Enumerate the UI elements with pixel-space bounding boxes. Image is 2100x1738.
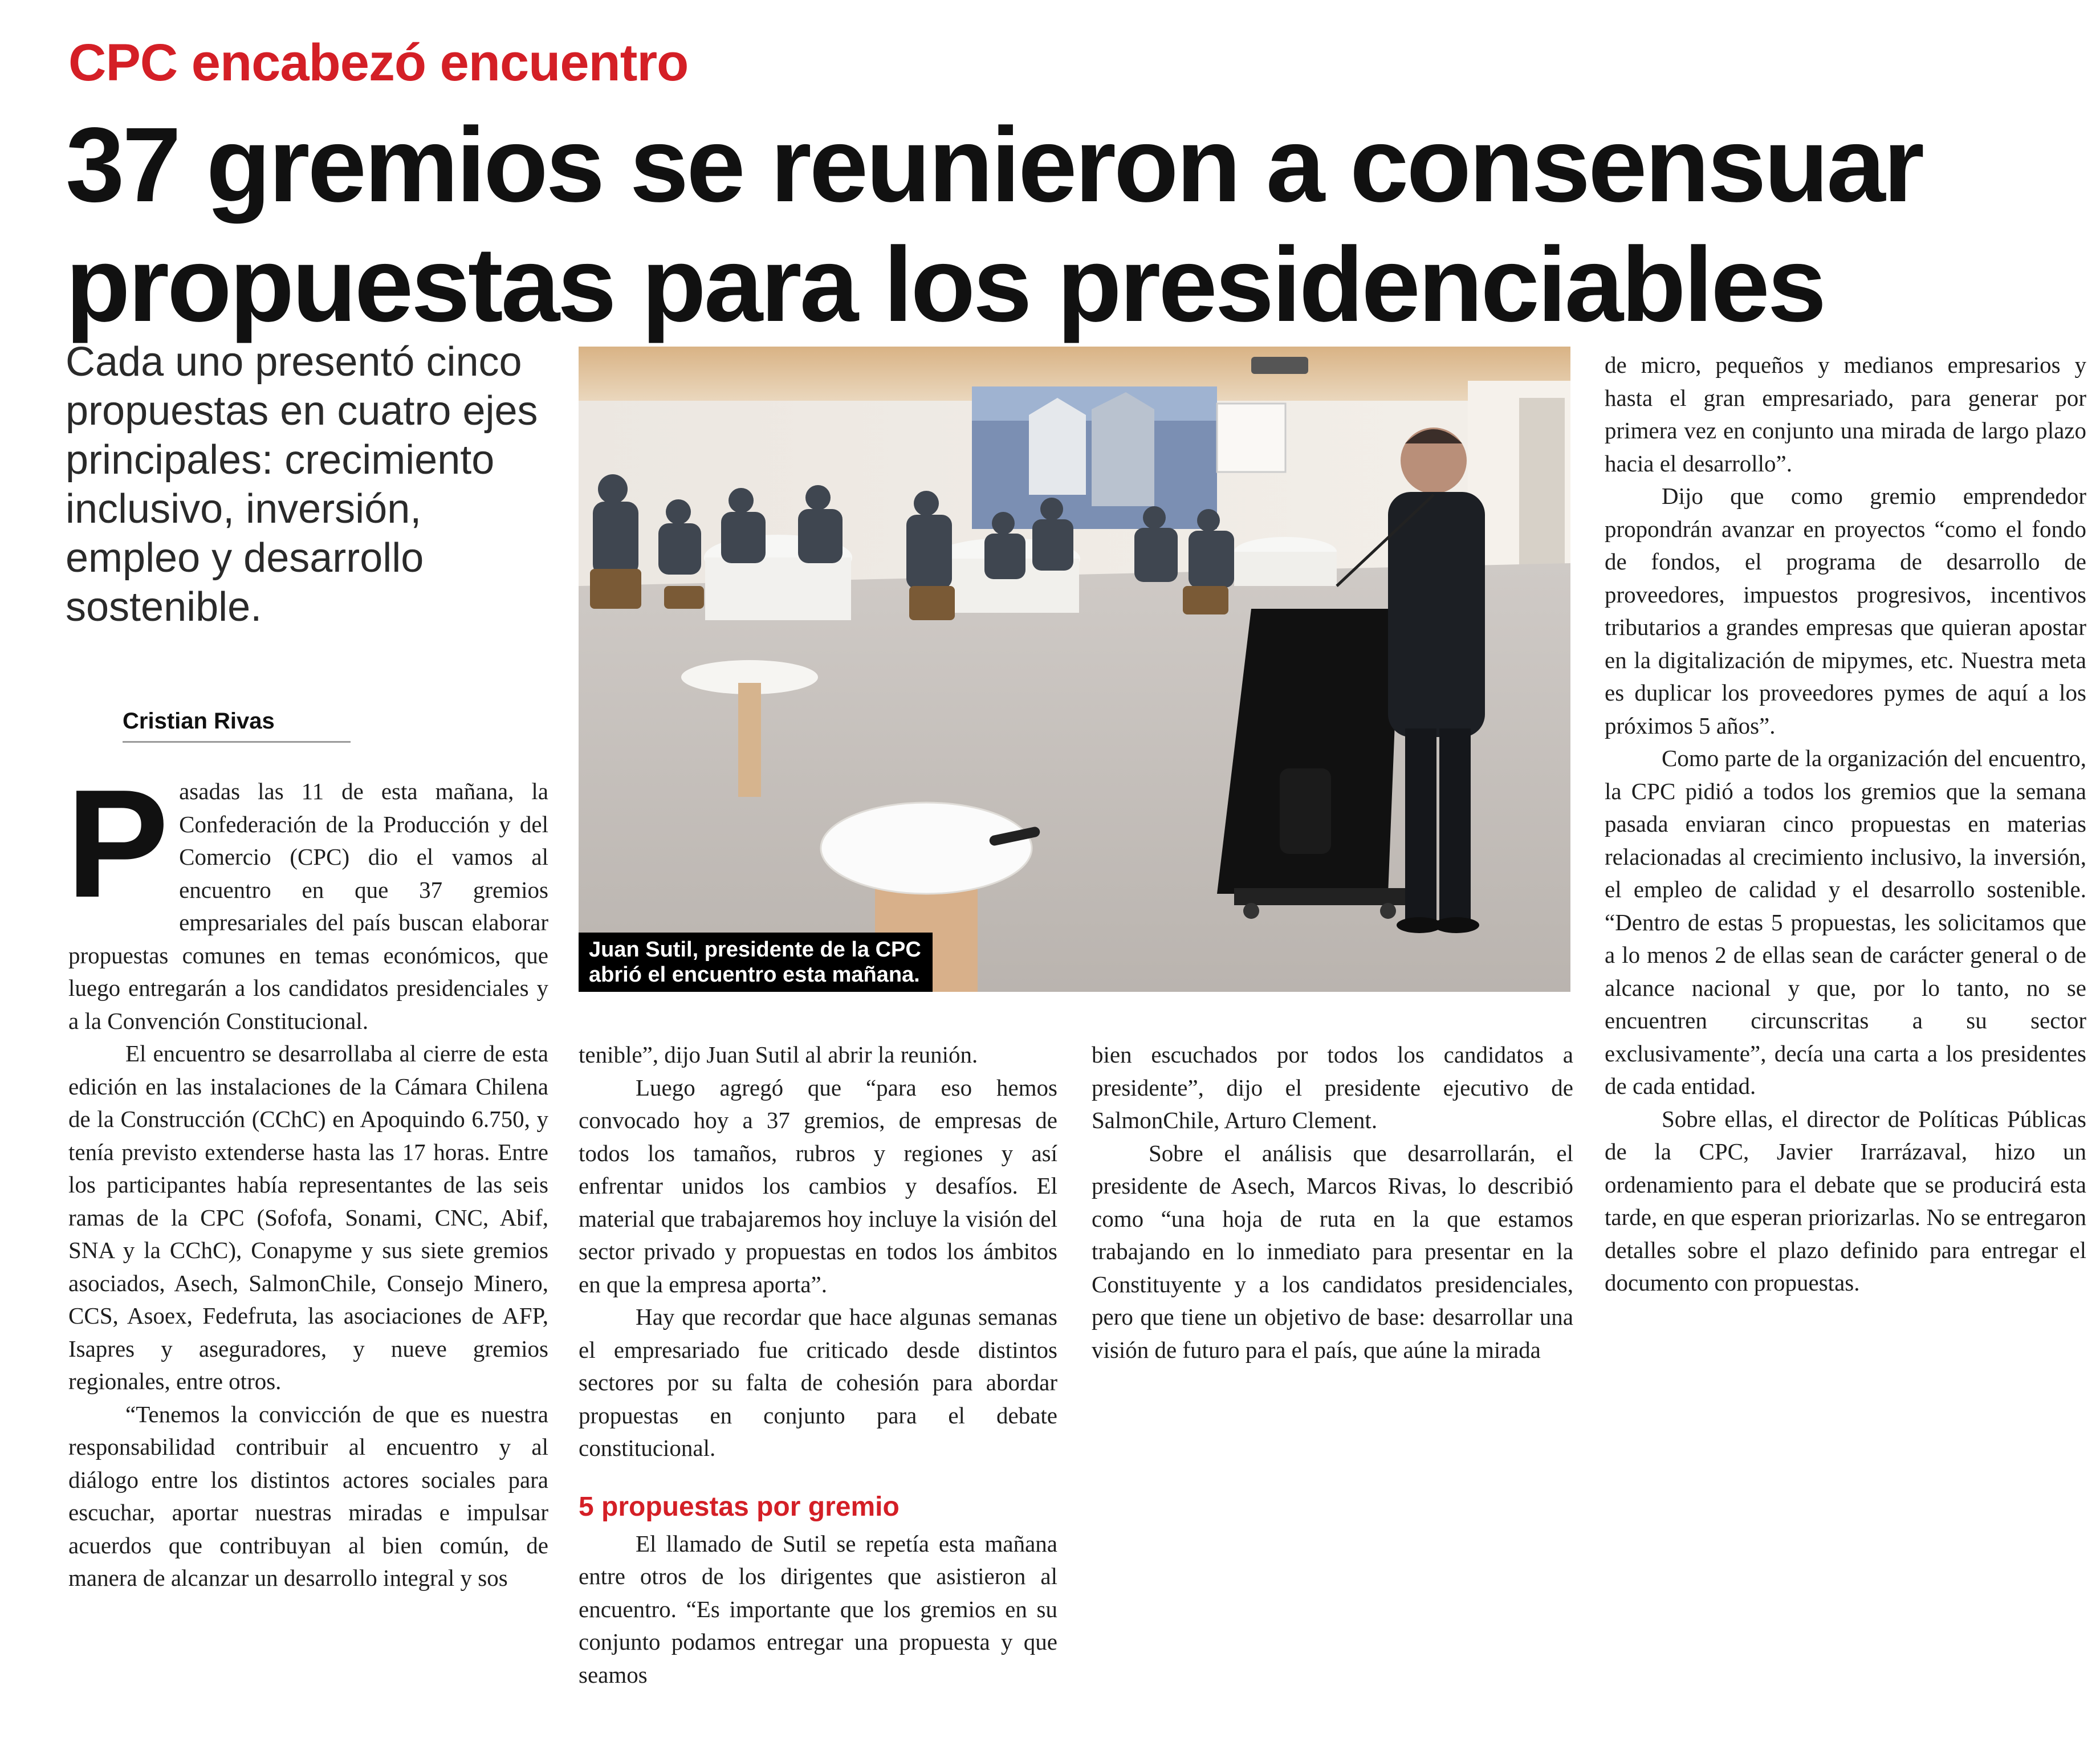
author-byline: Cristian Rivas [123,709,275,734]
section-subhead: 5 propuestas por gremio [579,1491,900,1522]
photo-caption-line-1: Juan Sutil, presidente de la CPC [589,938,921,962]
body-paragraph-9: Sobre el análisis que desarrollarán, el presidente de Asech, Marcos Rivas, lo describió como “una hoja de ruta en la que estamos trabajando en lo inmediato para presentar en la Constituyente y a los candidatos presidenciales, pero que tiene un objetivo de base: desarrollar una visión de futuro para el país, que aúne la mirada [1092,1139,1573,1363]
body-paragraph-10: de micro, pequeños y medianos empresarios y hasta el gran empresariado, para generar por primera vez en conjunto una mirada de largo plazo hacia el desarrollo”. [1605,352,2086,477]
body-column-3 [1092,1039,1573,1366]
body-column-2 [579,1039,1057,1691]
body-paragraph-2: El encuentro se desarrollaba al cierre de esta edición en las instalaciones de la Cámara Chilena de la Construcción (CChC) en Apoquindo 6.750, y tenía previsto extenderse hasta las 17 horas. Entre los participantes había representantes de las seis ramas de la CPC (Sofofa, Sonami, CNC, Abif, SNA y la CChC), Conapyme y sus siete gremios asociados, Asech, SalmonChile, Consejo Minero, CCS, Asoex, Fedefruta, las asociaciones de AFP, Isapres y aseguradores, y nueve gremios regionales, entre otros. [68,1040,548,1394]
body-column-4 [1605,349,2086,1300]
photo-caption [579,933,933,992]
article-lead: Cada uno presentó cinco propuestas en cuatro ejes principales: crecimiento inclusivo, inversión, empleo y desarrollo sostenible. [66,339,538,630]
body-paragraph-11: Dijo que como gremio emprendedor propondrán avanzar en proyectos “como el fondo de fondos, el programa de desarrollo de proveedores, impuestos progresivos, incentivos tributarios a grandes empresas que quieran apostar en la digitalización de mipymes, etc. Nuestra meta es duplicar los proveedores pymes de aquí a los próximos 5 años”. [1605,483,2086,739]
body-paragraph-7: El llamado de Sutil se repetía esta mañana entre otros de los dirigentes que asistieron al encuentro. “Es importante que los gremios en su conjunto podamos entregar una propuesta y que seamos [579,1530,1057,1688]
article-kicker: CPC encabezó encuentro [68,34,689,92]
body-paragraph-13: Sobre ellas, el director de Políticas Públicas de la CPC, Javier Irarrázaval, hizo un ordenamiento para el debate que se producirá esta tarde, en que esperan priorizarlas. No se entregaron detalles sobre el plazo definido para entregar el documento con propuestas. [1605,1105,2086,1296]
byline-divider [123,741,351,743]
event-photo-illustration [579,347,1570,992]
article-photo [579,347,1570,992]
body-paragraph-4: tenible”, dijo Juan Sutil al abrir la reunión. [579,1041,978,1068]
article-headline [66,105,2032,345]
body-paragraph-8: bien escuchados por todos los candidatos a presidente”, dijo el presidente ejecutivo de SalmonChile, Arturo Clement. [1092,1041,1573,1133]
body-paragraph-1 [66,758,548,1037]
body-paragraph-6: Hay que recordar que hace algunas semanas el empresariado fue criticado desde distintos sectores por su falta de cohesión para abordar propuestas en conjunto para el debate constitucional. [579,1304,1057,1461]
dropcap: P [66,758,169,930]
body-column-1 [66,758,548,1595]
body-paragraph-12: Como parte de la organización del encuentro, la CPC pidió a todos los gremios que la semana pasada enviaran cinco propuestas en materias relacionadas al crecimiento inclusivo, la inversión, el empleo de calidad y el desarrollo sostenible. “Dentro de estas 5 propuestas, les solicitamos que a lo menos 2 de ellas sean de carácter general o de alcance nacional y que, por lo tanto, no se encuentren circunscritas a su sector exclusivamente”, decía una carta a los presidentes de cada entidad. [1605,745,2086,1099]
body-paragraph-1-text: asadas las 11 de esta mañana, la Confederación de la Producción y del Comercio (CPC) dio el vamos al encuentro en que 37 gremios empresariales del país buscan elaborar propuestas comunes en temas económicos, que luego entregarán a los candidatos presidenciales y a la Convención Constitucional. [68,778,548,1034]
body-paragraph-5: Luego agregó que “para eso hemos convocado hoy a 37 gremios, de empresas de todos los tamaños, rubros y regiones y así enfrentar unidos los cambios y desafíos. El material que trabajaremos hoy incluye la visión del sector privado y propuestas en todos los ámbitos en que la empresa aporta”. [579,1074,1057,1297]
headline-line-2: propuestas para los presidenciables [66,226,1825,344]
photo-caption-line-2: abrió el encuentro esta mañana. [589,963,920,987]
body-paragraph-3: “Tenemos la convicción de que es nuestra responsabilidad contribuir al encuentro y al diálogo entre los distintos actores sociales para escuchar, aportar nuestras miradas e impulsar acuerdos que contribuyan al bien común, de manera de alcanzar un desarrollo integral y sos [68,1401,548,1591]
headline-line-1: 37 gremios se reunieron a consensuar [66,106,1923,224]
